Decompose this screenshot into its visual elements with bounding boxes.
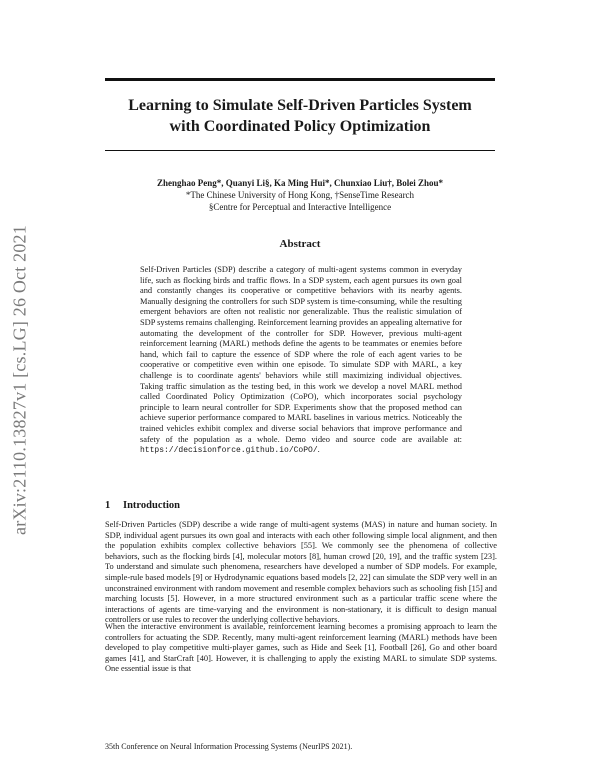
abstract-body	[140, 265, 462, 457]
title-line-2: with Coordinated Policy Optimization	[169, 118, 431, 135]
affiliation-line-1: *The Chinese University of Hong Kong, †SenseTime Research	[185, 190, 415, 200]
intro-paragraph-2: When the interactive environment is available, reinforcement learning becomes a promising approach to learn the controllers for actuating the SDP. Recently, many multi-agent reinforcement learning (MARL) methods have been developed to play competitive multi-player games, such as Hide and Seek [1], Football [26], Go and other board games [41], and StarCraft [40]. However, it is challenging to apply the existing MARL to simulate SDP systems. One essential issue is that	[105, 622, 497, 674]
abstract-end: .	[317, 445, 320, 455]
paper-title	[105, 95, 495, 137]
abstract-text: Self-Driven Particles (SDP) describe a category of multi-agent systems common in everyday life, such as flocking birds and traffic flows. In a SDP system, each agent pursues its own goal and constantly changes its cooperative or competitive behaviors with its nearby agents. Manually designing the controllers for such SDP system is time-consuming, while the resulting emergent behaviors are often not realistic nor generalizable. Thus the realistic simulation of SDP systems remains challenging. Reinforcement learning provides an appealing alternative for automating the development of the controller for SDP. However, previous multi-agent reinforcement learning (MARL) methods define the agents to be teammates or enemies before hand, which fail to capture the essence of SDP where the role of each agent varies to be cooperative or competitive even within one episode. To simulate SDP with MARL, a key challenge is to coordinate agents' behaviors while still maximizing individual objectives. Taking traffic simulation as the testing bed, in this work we develop a novel MARL method called Coordinated Policy Optimization (CoPO), which incorporates social psychology principle to learn neural controller for SDP. Experiments show that the proposed method can achieve superior performance compared to MARL baselines in various metrics. Noticeably the trained vehicles exhibit complex and diverse social behaviors that improve performance and safety of the population as a whole. Demo video and source code are available at:	[140, 265, 462, 444]
abstract-heading: Abstract	[279, 238, 321, 250]
author-names: Zhenghao Peng*, Quanyi Li§, Ka Ming Hui*, Chunxiao Liu†, Bolei Zhou*	[156, 178, 444, 188]
abstract-url[interactable]: https://decisionforce.github.io/CoPO/	[140, 446, 318, 456]
author-block	[105, 177, 495, 213]
affiliation-line-2: §Centre for Perceptual and Interactive Intelligence	[208, 202, 392, 212]
section-heading	[105, 500, 180, 511]
intro-paragraph-1: Self-Driven Particles (SDP) describe a wide range of multi-agent systems (MAS) in nature and human society. In SDP, individual agent pursues its own goal and interacts with each other following simple local alignment, and then the population exhibits complex collective behaviors [55]. We commonly see the phenomena of collective behaviors, such as the flocking birds [4], molecular motors [8], human crowd [20, 19], and the traffic system [23]. To understand and simulate such phenomena, researchers have developed a number of SDP models. For example, simple-rule based models [9] or Hydrodynamic equations based models [2, 22] can simulate the SDP very well in an unconstrained environment with random movement and resemble complex behaviors such as schooling fish [15] and marching locusts [5]. However, in a more structured environment such as a particular traffic scene where the interactions of agents are time-varying and the environment is non-stationary, it is difficult to design manual controllers or use rules to recover the underlying collective behaviors.	[105, 520, 497, 625]
conference-footer: 35th Conference on Neural Information Processing Systems (NeurIPS 2021).	[105, 742, 353, 751]
title-top-rule	[105, 78, 495, 81]
arxiv-stamp	[2, 200, 38, 560]
title-bottom-rule	[105, 150, 495, 151]
arxiv-stamp-text: arXiv:2110.13827v1 [cs.LG] 26 Oct 2021	[9, 225, 30, 535]
section-number: 1	[105, 500, 111, 511]
section-title: Introduction	[123, 500, 180, 511]
title-line-1: Learning to Simulate Self-Driven Particles System	[128, 97, 472, 114]
